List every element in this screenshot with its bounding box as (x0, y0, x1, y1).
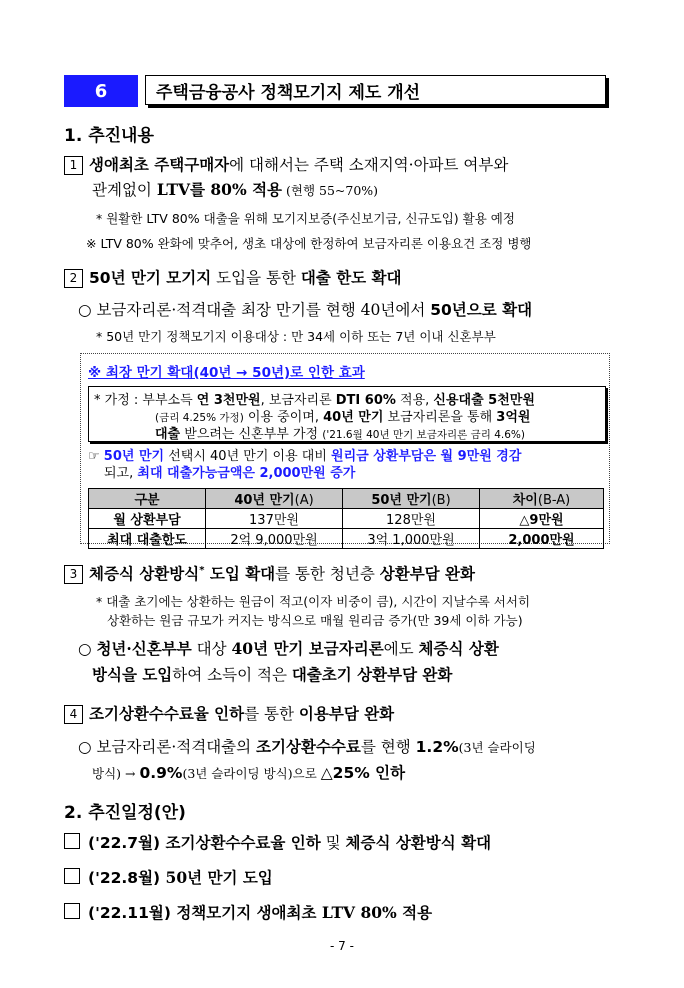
heading-schedule: 2. 추진일정(안) (64, 803, 186, 823)
item2-text: 도입을 통한 (211, 269, 301, 287)
heading-progress-content: 1. 추진내용 (64, 126, 154, 146)
item3-note1: * 대출 초기에는 상환하는 원금이 적고(이자 비중이 큼), 시간이 지날수록 서서히 (96, 594, 531, 609)
schedule-date: ('22.7월) (88, 834, 161, 852)
item2-note: * 50년 만기 정책모기지 이용대상 : 만 34세 이하 또는 7년 이내 신혼부부 (96, 329, 496, 344)
item4-l2-a: 방식) → (92, 766, 140, 781)
schedule-item (64, 866, 273, 888)
assume-a: * 가정 : 부부소득 (94, 393, 197, 408)
item1-number: 1 (64, 156, 83, 175)
item3-l1-b: 청년·신혼부부 (96, 639, 192, 658)
item2-line (78, 298, 532, 320)
hdr-40: 40년 만기 (234, 493, 295, 508)
item3-l2-c: 대출초기 상환부담 완화 (291, 665, 453, 684)
assume2-c: 40년 만기 (323, 410, 384, 425)
effect1-d: 원리금 상환부담은 월 9만원 경감 (331, 449, 522, 464)
table-cell: 128만원 (343, 509, 480, 529)
effect2-a: 되고, (104, 466, 138, 481)
table-row (89, 509, 604, 529)
item2-emph-a: 50년 만기 모기지 (89, 269, 212, 287)
item3-emph-a: 체증식 상환방식 (89, 564, 200, 583)
section-title: 주택금융공사 정책모기지 제도 개선 (156, 82, 421, 103)
table-cell: 최대 대출한도 (89, 529, 206, 549)
item1-line2 (92, 178, 378, 200)
schedule-text-b: 및 (320, 834, 346, 852)
table-row (89, 529, 604, 549)
table-cell: 2억 9,000만원 (206, 529, 343, 549)
section-title-box (145, 75, 606, 105)
checkbox-icon (64, 903, 80, 919)
hdr-diff: 차이 (512, 493, 538, 508)
item3-l1-d: 40년 만기 보금자리론 (231, 639, 384, 658)
item1-emph: 생애최초 주택구매자 (89, 155, 230, 174)
item1-note2: ※ LTV 80% 완화에 맞추어, 생초 대상에 한정하여 보금자리론 이용요건 조정 병행 (86, 236, 532, 251)
assume2-d: 보금자리론을 통해 (383, 410, 497, 425)
assume2-e: 3억원 (496, 410, 531, 425)
schedule-item (64, 831, 491, 853)
checkbox-icon (64, 868, 80, 884)
effect-box-title: ※ 최장 만기 확대(40년 → 50년)로 인한 효과 (88, 365, 365, 381)
item2-line-emph: 50년으로 확대 (430, 301, 533, 319)
item3-text: 를 통한 청년층 (275, 565, 380, 583)
effect-line2 (104, 462, 355, 481)
assume2-b: 이용 중이며, (243, 410, 324, 425)
item3-title (64, 562, 475, 584)
item3-note2: 상환하는 원금 규모가 커지는 방식으로 매월 원리금 증가(만 39세 이하 가능) (107, 613, 523, 628)
assume-c: , 보금자리론 (260, 393, 336, 408)
section-number: 6 (94, 80, 108, 102)
checkbox-icon (64, 833, 80, 849)
item4-number: 4 (64, 705, 83, 724)
assume-b: 연 3천만원 (196, 393, 261, 408)
item4-l1-e: (3년 슬라이딩 (458, 740, 536, 755)
item3-l1-f: 체증식 상환 (418, 639, 499, 658)
item3-asterisk: * (199, 564, 205, 576)
assume-e: 적용, (395, 393, 434, 408)
item4-l2-b: 0.9% (139, 764, 183, 782)
item3-number: 3 (64, 565, 83, 584)
page-number: - 7 - (330, 939, 354, 953)
hdr-50: 50년 만기 (371, 493, 432, 508)
item4-l2-c: (3년 슬라이딩 방식)으로 (182, 766, 321, 781)
item4-l2-d: △25% 인하 (320, 764, 406, 782)
schedule-text-c: 체증식 상환방식 확대 (345, 833, 492, 852)
item1-current: (현행 55~70%) (282, 183, 379, 198)
table-cell: △9만원 (480, 509, 604, 529)
item3-l1-a: ○ (78, 640, 97, 658)
item1-l2-text: 관계없이 (92, 181, 157, 199)
schedule-text-a: 조기상환수수료율 인하 (160, 833, 321, 852)
item1-line1 (64, 153, 508, 175)
table-header-cell: 구분 (89, 489, 206, 509)
effect1-b: 50년 만기 (103, 449, 165, 464)
item3-emph-c: 상환부담 완화 (379, 564, 476, 583)
assume-d: DTI 60% (335, 393, 396, 408)
item2-line-text: ○ 보금자리론·적격대출 최장 만기를 현행 40년에서 (78, 301, 431, 319)
table-cell: 137만원 (206, 509, 343, 529)
item3-l2-b: 하여 소득이 적은 (172, 666, 292, 684)
table-header-cell (206, 489, 343, 509)
hdr-50-sub: (B) (431, 493, 451, 508)
item4-emph-b: 이용부담 완화 (298, 705, 395, 723)
item1-text: 에 대해서는 주택 소재지역·아파트 여부와 (229, 156, 509, 174)
item3-l2-a: 방식을 도입 (92, 665, 173, 684)
hdr-40-sub: (A) (294, 493, 314, 508)
item3-l1-e: 에도 (383, 640, 419, 658)
item4-emph-a: 조기상환수수료율 인하 (89, 705, 245, 723)
table-header-cell (480, 489, 604, 509)
assume3-b: 받으려는 신혼부부 가정 (180, 427, 323, 442)
effect-table (88, 488, 604, 549)
assume3-a: 대출 (155, 427, 181, 442)
table-cell: 월 상환부담 (89, 509, 206, 529)
item4-l1-c: 를 현행 (360, 738, 416, 756)
item4-l1-b: 조기상환수수료 (256, 738, 361, 756)
item4-title (64, 702, 394, 724)
assume2-a: (금리 4.25% 가정) (155, 412, 244, 424)
assumption-line3 (155, 423, 525, 442)
effect2-b: 최대 대출가능금액은 2,000만원 증가 (137, 466, 356, 481)
item1-note1: * 원활한 LTV 80% 대출을 위해 모기지보증(주신보기금, 신규도입) 활용 예정 (96, 211, 515, 226)
item1-ltv: LTV를 80% 적용 (156, 180, 283, 199)
schedule-date: ('22.11월) (88, 904, 171, 922)
table-cell: 2,000만원 (480, 529, 604, 549)
schedule-text-a: 50년 만기 도입 (160, 868, 273, 887)
item4-line2 (92, 761, 405, 783)
table-header-cell (343, 489, 480, 509)
schedule-text-a: 정책모기지 생애최초 LTV 80% 적용 (170, 903, 433, 922)
item2-emph-b: 대출 한도 확대 (300, 269, 402, 287)
section-number-badge (64, 75, 138, 107)
schedule-item (64, 901, 432, 923)
table-cell: 3억 1,000만원 (343, 529, 480, 549)
item3-emph-b: 도입 확대 (204, 564, 276, 583)
table-header-row (89, 489, 604, 509)
schedule-date: ('22.8월) (88, 869, 161, 887)
item3-l1-c: 대상 (191, 640, 232, 658)
item3-line1 (78, 637, 499, 659)
item4-line1 (78, 735, 536, 757)
effect1-c: 선택시 40년 만기 이용 대비 (164, 449, 332, 464)
item4-l1-a: ○ 보금자리론·적격대출의 (78, 738, 257, 756)
item4-l1-d: 1.2% (415, 738, 459, 756)
assume-f: 신용대출 5천만원 (433, 393, 535, 408)
item2-title (64, 266, 402, 288)
assume3-c: ('21.6월 40년 만기 보금자리론 금리 4.6%) (322, 429, 526, 441)
item3-line2 (92, 663, 452, 685)
item4-text: 를 통한 (244, 705, 299, 723)
hdr-diff-sub: (B-A) (537, 493, 571, 508)
item2-number: 2 (64, 269, 83, 288)
effect1-a: ☞ (88, 449, 104, 464)
